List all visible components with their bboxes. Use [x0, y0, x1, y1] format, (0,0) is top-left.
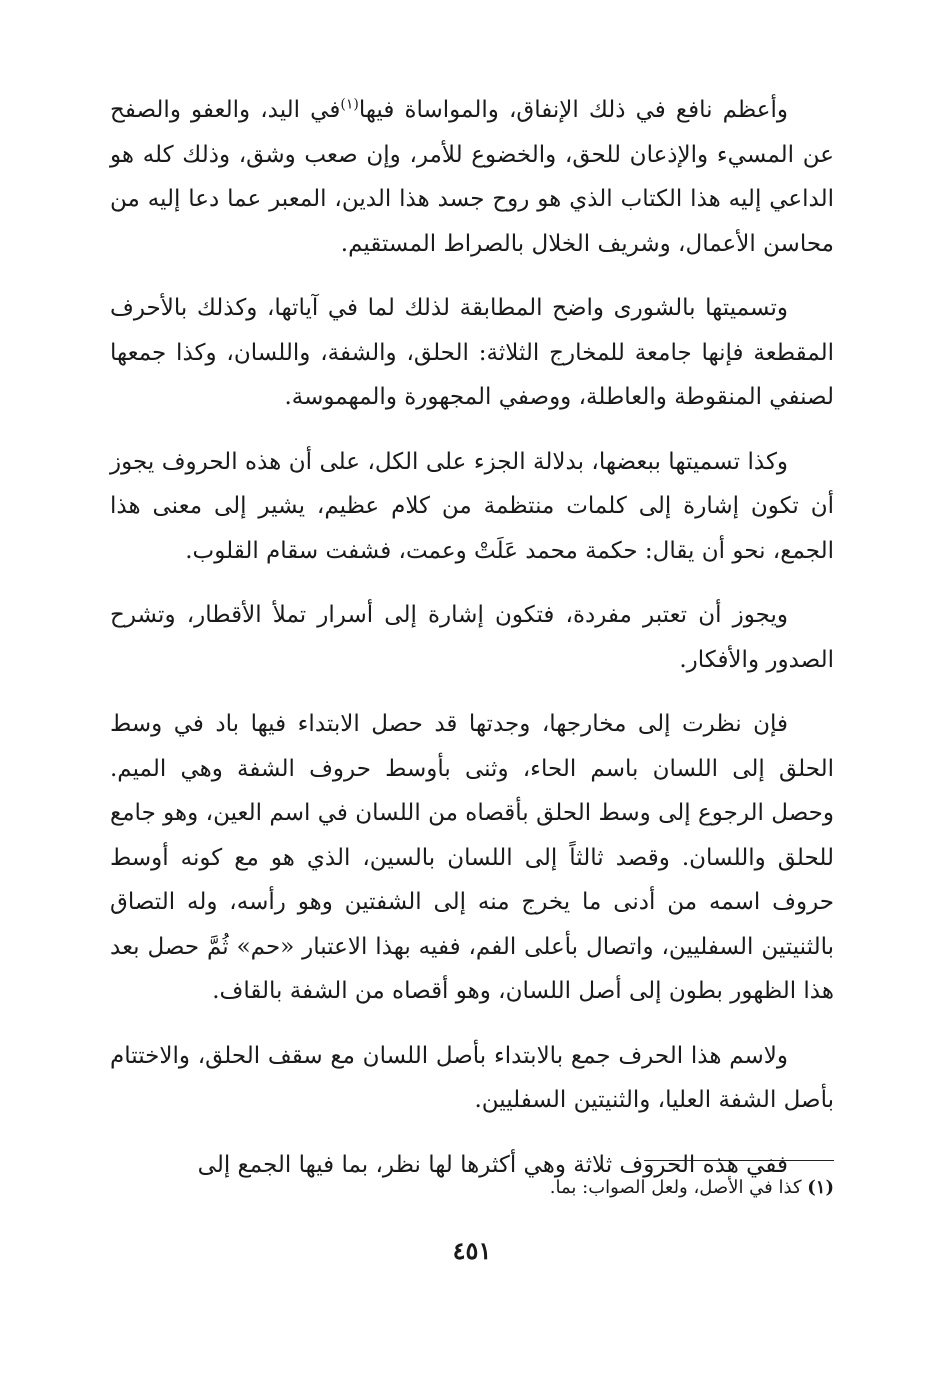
paragraph-6: ولاسم هذا الحرف جمع بالابتداء بأصل اللسان مع سقف الحلق، والاختتام بأصل الشفة العليا، والثنيتين السفليين.: [110, 1042, 834, 1113]
paragraph-5: فإن نظرت إلى مخارجها، وجدتها قد حصل الابتداء فيها باد في وسط الحلق إلى اللسان باسم الحاء، وثنى بأوسط حروف الشفة وهي الميم. وحصل الرجوع إلى وسط الحلق بأقصاه من اللسان في اسم العين، وهو جامع للحلق واللسان. وقصد ثالثاً إلى اللسان بالسين، الذي هو مع كونه أوسط حروف اسمه من أدنى ما يخرج منه إلى الشفتين وهو رأسه، وله التصاق بالثنيتين السفليين، واتصال بأعلى الفم، ففيه بهذا الاعتبار «حم» ثُمَّ حصل بعد هذا الظهور بطون إلى أصل اللسان، وهو أقصاه من الشفة بالقاف.: [110, 711, 834, 1004]
paragraph-1-text-after-ref: في اليد، والعفو والصفح عن المسيء والإذعان للحق، والخضوع للأمر، وإن صعب وشق، وذلك كله هو الداعي إليه هذا الكتاب الذي هو روح جسد هذا الدين، المعبر عما دعا إليه من محاسن الأعمال، وشريف الخلال بالصراط المستقيم.: [110, 97, 834, 257]
page-number: ٤٥١: [452, 1236, 492, 1265]
main-text: [110, 88, 834, 1207]
footnote: [110, 1175, 834, 1201]
paragraph-2: وتسميتها بالشورى واضح المطابقة لذلك لما في آياتها، وكذلك بالأحرف المقطعة فإنها جامعة للمخارج الثلاثة: الحلق، والشفة، واللسان، وكذا جمعها لصنفي المنقوطة والعاطلة، ووصفي المجهورة والمهموسة.: [110, 295, 834, 410]
footnote-reference: (١): [340, 96, 359, 113]
paragraph-3: وكذا تسميتها ببعضها، بدلالة الجزء على الكل، على أن هذه الحروف يجوز أن تكون إشارة إلى كلمات منتظمة من كلام عظيم، يشير إلى معنى هذا الجمع، نحو أن يقال: حكمة محمد عَلَتْ وعمت، فشفت سقام القلوب.: [110, 448, 834, 564]
footnote-number: (١): [807, 1177, 834, 1198]
paragraph-1-text-before-ref: وأعظم نافع في ذلك الإنفاق، والمواساة فيها: [358, 97, 788, 123]
footnote-text: كذا في الأصل، ولعل الصواب: بما.: [549, 1177, 802, 1198]
paragraph-7: ففي هذه الحروف ثلاثة وهي أكثرها لها نظر، بما فيها الجمع إلى: [197, 1151, 788, 1178]
footnote-divider: [644, 1160, 834, 1161]
paragraph-1: [110, 88, 834, 266]
paragraph-4: ويجوز أن تعتبر مفردة، فتكون إشارة إلى أسرار تملأ الأقطار، وتشرح الصدور والأفكار.: [110, 602, 834, 673]
